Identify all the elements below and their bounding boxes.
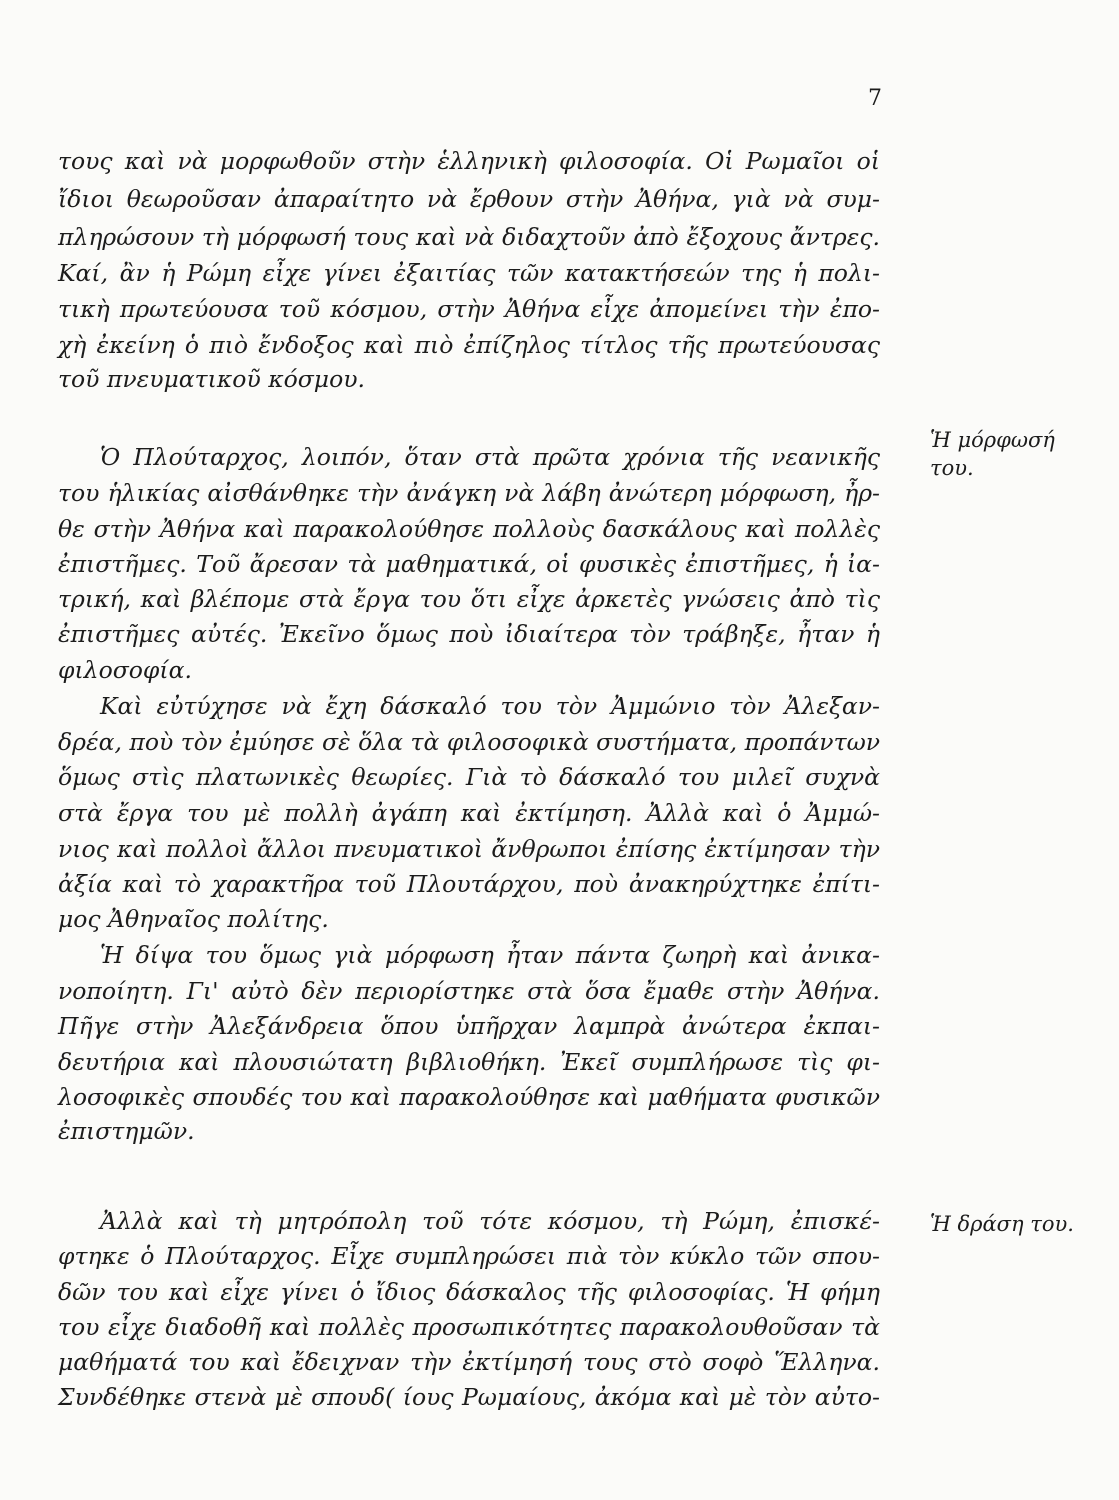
text-line: θε στὴν Ἀθήνα καὶ παρακολούθησε πολλοὺς δασκάλους καὶ πολλὲς	[58, 515, 880, 543]
text-line: Πῆγε στὴν Ἀλεξάνδρεια ὅπου ὑπῆρχαν λαμπρὰ ἀνώτερα ἐκπαι-	[58, 1012, 880, 1040]
text-line: ὅμως στὶς πλατωνικὲς θεωρίες. Γιὰ τὸ δάσκαλό του μιλεῖ συχνὰ	[58, 763, 880, 791]
text-line: Ἡ δίψα του ὅμως γιὰ μόρφωση ἦταν πάντα ζωηρὴ καὶ ἀνικα-	[100, 941, 880, 969]
text-line: πληρώσουν τὴ μόρφωσή τους καὶ νὰ διδαχτοῦν ἀπὸ ἔξοχους ἄντρες.	[58, 223, 880, 251]
text-line: ἴδιοι θεωροῦσαν ἀπαραίτητο νὰ ἔρθουν στὴν Ἀθήνα, γιὰ νὰ συμ-	[58, 185, 880, 213]
text-line: ἀξία καὶ τὸ χαρακτῆρα τοῦ Πλουτάρχου, ποὺ ἀνακηρύχτηκε ἐπίτι-	[58, 870, 880, 898]
text-line: του ἡλικίας αἰσθάνθηκε τὴν ἀνάγκη νὰ λάβη ἀνώτερη μόρφωση, ἦρ-	[58, 479, 880, 507]
text-line: στὰ ἔργα του μὲ πολλὴ ἀγάπη καὶ ἐκτίμηση. Ἀλλὰ καὶ ὁ Ἀμμώ-	[58, 799, 880, 827]
text-line: τους καὶ νὰ μορφωθοῦν στὴν ἑλληνικὴ φιλοσοφία. Οἱ Ρωμαῖοι οἱ	[58, 147, 880, 175]
text-line: Καὶ εὐτύχησε νὰ ἔχη δάσκαλό του τὸν Ἀμμώνιο τὸν Ἀλεξαν-	[100, 692, 880, 720]
text-line: Καί, ἂν ἡ Ρώμη εἶχε γίνει ἐξαιτίας τῶν κατακτήσεών της ἡ πολι-	[58, 259, 880, 287]
margin-note-line: Ἡ δράση του.	[930, 1212, 1074, 1236]
page-number: 7	[868, 86, 882, 111]
text-line: Ὁ Πλούταρχος, λοιπόν, ὅταν στὰ πρῶτα χρόνια τῆς νεανικῆς	[100, 443, 880, 471]
text-line: τρική, καὶ βλέπομε στὰ ἔργα του ὅτι εἶχε ἀρκετὲς γνώσεις ἀπὸ τὶς	[58, 585, 880, 613]
text-line: δευτήρια καὶ πλουσιώτατη βιβλιοθήκη. Ἐκεῖ συμπλήρωσε τὶς φι-	[58, 1048, 880, 1076]
text-line: Συνδέθηκε στενὰ μὲ σπουδ( ίους Ρωμαίους, ἀκόμα καὶ μὲ τὸν αὐτο-	[58, 1383, 880, 1411]
margin-note	[930, 1210, 1074, 1238]
margin-note-line: Ἡ μόρφωσή	[930, 428, 1055, 452]
text-line: νιος καὶ πολλοὶ ἄλλοι πνευματικοὶ ἄνθρωποι ἐπίσης ἐκτίμησαν τὴν	[58, 835, 880, 863]
text-line: φτηκε ὁ Πλούταρχος. Εἶχε συμπληρώσει πιὰ τὸν κύκλο τῶν σπου-	[58, 1242, 880, 1270]
text-line: φιλοσοφία.	[58, 656, 192, 684]
text-line: Ἀλλὰ καὶ τὴ μητρόπολη τοῦ τότε κόσμου, τὴ Ρώμη, ἐπισκέ-	[100, 1207, 880, 1235]
text-line: λοσοφικὲς σπουδές του καὶ παρακολούθησε καὶ μαθήματα φυσικῶν	[58, 1083, 880, 1111]
text-line: του εἶχε διαδοθῆ καὶ πολλὲς προσωπικότητες παρακολουθοῦσαν τὰ	[58, 1313, 880, 1341]
text-line: ἐπιστῆμες αὐτές. Ἐκεῖνο ὅμως ποὺ ἰδιαίτερα τὸν τράβηξε, ἦταν ἡ	[58, 620, 880, 648]
text-line: νοποίητη. Γι' αὐτὸ δὲν περιορίστηκε στὰ ὅσα ἔμαθε στὴν Ἀθήνα.	[58, 977, 880, 1005]
text-line: χὴ ἐκείνη ὁ πιὸ ἔνδοξος καὶ πιὸ ἐπίζηλος τίτλος τῆς πρωτεύουσας	[58, 331, 880, 359]
text-line: τοῦ πνευματικοῦ κόσμου.	[58, 365, 365, 393]
text-line: μος Ἀθηναῖος πολίτης.	[58, 905, 329, 933]
text-line: τικὴ πρωτεύουσα τοῦ κόσμου, στὴν Ἀθήνα εἶχε ἀπομείνει τὴν ἐπο-	[58, 295, 880, 323]
margin-note	[930, 426, 1055, 482]
margin-note-line: του.	[930, 456, 974, 480]
text-line: ἐπιστημῶν.	[58, 1117, 195, 1145]
text-line: δρέα, ποὺ τὸν ἐμύησε σὲ ὅλα τὰ φιλοσοφικὰ συστήματα, προπάντων	[58, 728, 881, 756]
text-line: ἐπιστῆμες. Τοῦ ἄρεσαν τὰ μαθηματικά, οἱ φυσικὲς ἐπιστῆμες, ἡ ἰα-	[58, 550, 880, 578]
text-line: δῶν του καὶ εἶχε γίνει ὁ ἴδιος δάσκαλος τῆς φιλοσοφίας. Ἡ φήμη	[58, 1278, 880, 1306]
text-line: μαθήματά του καὶ ἔδειχναν τὴν ἐκτίμησή τους στὸ σοφὸ Ἕλληνα.	[58, 1348, 880, 1376]
